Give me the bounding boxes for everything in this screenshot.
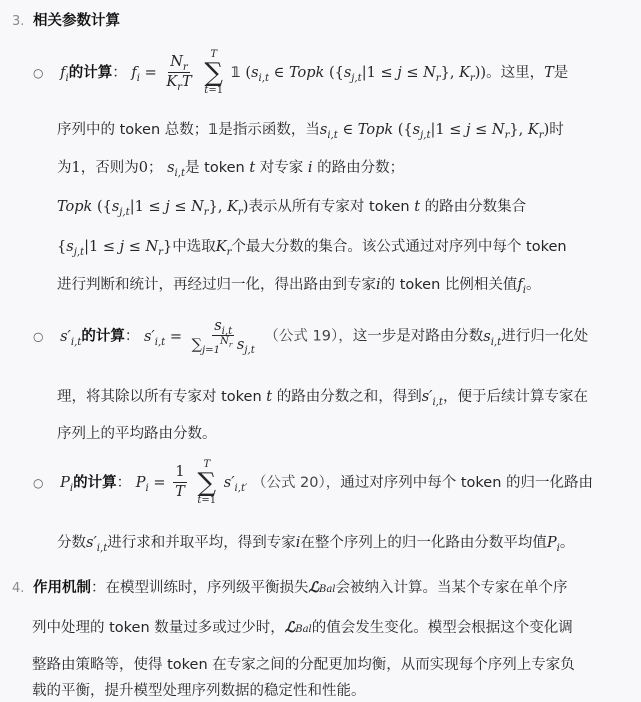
- section-4-line-4: 载的平衡，提升模型处理序列数据的稳定性和性能。: [32, 683, 366, 699]
- fi-item-line-1: ○ $f_i$的计算： $f_i$ = $\frac{N_r}{K_rT}$ T ∑ t=1 𝟙 ($s_{i,t}$ ∈ Topk ($\{s_{j,t}|1 \le j \le N_r\}$, $K_r$))。这里，T是: [33, 49, 569, 96]
- list-number: 4.: [12, 581, 25, 596]
- fi-item-line-5: $\{s_{j,t}|1 \le j \le N_r\}$中选取$K_r$个最大分数的集合。该公式通过对序列中每个 token: [57, 239, 567, 258]
- bullet-icon: ○: [33, 476, 44, 490]
- fi-formula: $f_i$ = $\frac{N_r}{K_rT}$ T ∑ t=1 𝟙 ($s_{i,t}$ ∈ Topk ($\{s_{j,t}|1 \le j \le N_r\}$, $K_r$)): [131, 49, 487, 96]
- section-4-line-2: 列中处理的 token 数量过多或过少时，ℒBal的值会发生变化。模型会根据这个变化调: [32, 619, 573, 636]
- sit-item-line-2: 理，将其除以所有专家对 token t 的路由分数之和，得到$s'_{i,t}$，便于后续计算专家在: [57, 389, 588, 408]
- fi-label: 的计算: [68, 65, 113, 81]
- section-4-line-3: 整路由策略等，使得 token 在专家之间的分配更加均衡，从而实现每个序列上专家负: [32, 657, 575, 673]
- section-title: 作用机制: [33, 580, 92, 596]
- fi-item-line-6: 进行判断和统计，再经过归一化，得出路由到专家i的 token 比例相关值$f_i$。: [57, 277, 541, 296]
- section-3-heading: [12, 9, 120, 30]
- section-4-line-1: 4. 作用机制：在模型训练时，序列级平衡损失ℒBal会被纳入计算。当某个专家在单个序: [12, 579, 568, 596]
- fi-item-line-4: Topk ($\{s_{j,t}|1 \le j \le N_r\}$, $K_r$)表示从所有专家对 token t 的路由分数集合: [57, 199, 527, 218]
- pi-item-line-2: 分数$s'_{i,t}$进行求和并取平均，得到专家i在整个序列上的归一化路由分数平均值$P_i$。: [57, 535, 575, 554]
- pi-label: 的计算: [73, 475, 117, 491]
- sit-label: 的计算: [81, 328, 125, 345]
- sit-item-line-3: 序列上的平均路由分数。: [57, 426, 217, 442]
- list-number: 3.: [12, 14, 25, 29]
- pi-item-line-1: ○ $P_i$的计算： $P_i$ = $\frac{1}{T}$ T ∑ t=1 $s'_{i,t'}$ （公式 20），通过对序列中每个 token 的归一化路由: [33, 459, 594, 506]
- section-title: 相关参数计算: [33, 13, 121, 29]
- bullet-icon: ○: [33, 66, 44, 80]
- bullet-icon: ○: [33, 329, 44, 344]
- fi-item-line-2: 序列中的 token 总数；𝟙是指示函数，当$s_{i,t}$ ∈ Topk ($\{s_{j,t}|1 \le j \le N_r\}$, $K_r$)时: [57, 122, 564, 141]
- sit-formula: $s'_{i,t}$ = $\frac{s_{i,t}}{\sum_{j=1}^{N_r} s_{j,t}}$: [143, 318, 255, 357]
- sit-item-line-1: ○ $s'_{i,t}$的计算： $s'_{i,t}$ = $\frac{s_{i,t}}{\sum_{j=1}^{N_r} s_{j,t}}$ （公式 19），这一步是对路由分数$s_{i,t}$进行归一化处: [33, 318, 589, 357]
- pi-formula: $P_i$ = $\frac{1}{T}$ T ∑ t=1 $s'_{i,t'}$: [135, 459, 248, 506]
- fi-item-line-3: 为1，否则为0； $s_{i,t}$是 token t 对专家 i 的路由分数；: [57, 160, 405, 179]
- fi-label-math: $f_i$: [60, 65, 69, 84]
